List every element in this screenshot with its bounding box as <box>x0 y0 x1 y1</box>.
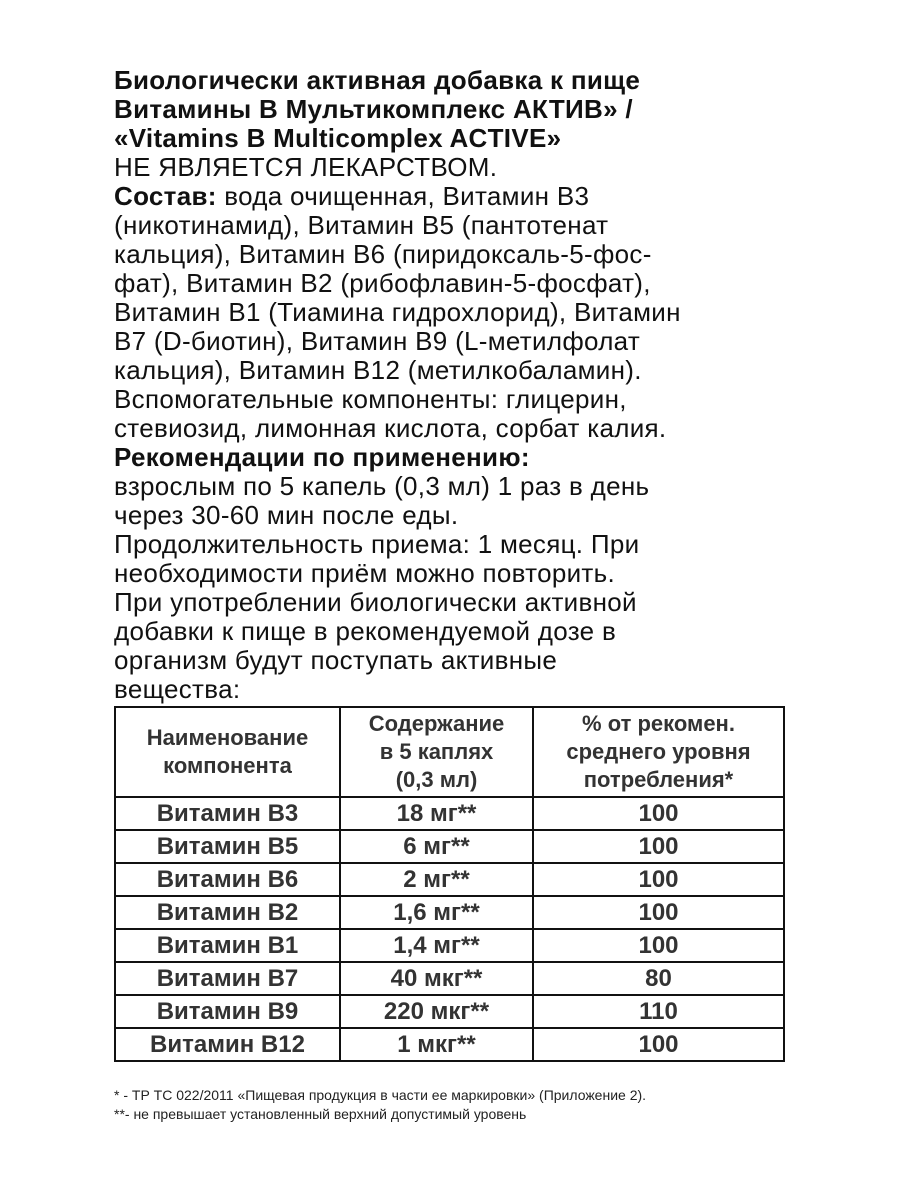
bold-text: Биологически активная добавка к пище <box>114 65 641 95</box>
regular-text: В7 (D-биотин), Витамин В9 (L-метилфолат <box>114 326 641 356</box>
table-body <box>115 797 784 1061</box>
text-line <box>114 646 804 675</box>
regular-text: взрослым по 5 капель (0,3 мл) 1 раз в день <box>114 471 650 501</box>
product-description <box>114 66 804 704</box>
regular-text: (никотинамид), Витамин В5 (пантотенат <box>114 210 609 240</box>
text-line <box>114 385 804 414</box>
text-line <box>114 298 804 327</box>
cell-component-name: Витамин В2 <box>115 896 340 929</box>
cell-content-amount: 2 мг** <box>340 863 533 896</box>
text-line <box>114 617 804 646</box>
cell-percent-intake: 80 <box>533 962 784 995</box>
cell-percent-intake: 100 <box>533 896 784 929</box>
text-line <box>114 182 804 211</box>
regular-text: фат), Витамин В2 (рибофлавин-5-фосфат), <box>114 268 651 298</box>
cell-component-name: Витамин В12 <box>115 1028 340 1061</box>
bold-text: Рекомендации по применению: <box>114 442 530 472</box>
cell-content-amount: 18 мг** <box>340 797 533 830</box>
regular-text: через 30-60 мин после еды. <box>114 500 459 530</box>
nutrient-table <box>114 706 785 1062</box>
regular-text: стевиозид, лимонная кислота, сорбат калия. <box>114 413 667 443</box>
table-row <box>115 797 784 830</box>
text-line <box>114 588 804 617</box>
regular-text: вещества: <box>114 674 241 704</box>
text-line <box>114 240 804 269</box>
footnotes <box>114 1086 814 1124</box>
table-row <box>115 863 784 896</box>
text-line <box>114 472 804 501</box>
table-row <box>115 962 784 995</box>
text-line <box>114 559 804 588</box>
cell-component-name: Витамин В7 <box>115 962 340 995</box>
table-row <box>115 896 784 929</box>
cell-percent-intake: 100 <box>533 929 784 962</box>
header-content-amount: Содержание в 5 каплях (0,3 мл) <box>340 707 533 797</box>
cell-content-amount: 220 мкг** <box>340 995 533 1028</box>
text-line <box>114 153 804 182</box>
text-line <box>114 66 804 95</box>
regular-text: Продолжительность приема: 1 месяц. При <box>114 529 640 559</box>
regular-text: вода очищенная, Витамин В3 <box>216 181 590 211</box>
text-line <box>114 327 804 356</box>
regular-text: При употреблении биологически активной <box>114 587 637 617</box>
footnote-single-asterisk: * - ТР ТС 022/2011 «Пищевая продукция в части ее маркировки» (Приложение 2). <box>114 1087 647 1103</box>
cell-percent-intake: 100 <box>533 797 784 830</box>
cell-content-amount: 1 мкг** <box>340 1028 533 1061</box>
table-row <box>115 995 784 1028</box>
header-component-name: Наименование компонента <box>115 707 340 797</box>
bold-text: Состав: <box>114 181 217 211</box>
cell-content-amount: 6 мг** <box>340 830 533 863</box>
text-line <box>114 414 804 443</box>
regular-text: кальция), Витамин В12 (метилкобаламин). <box>114 355 642 385</box>
cell-percent-intake: 100 <box>533 863 784 896</box>
regular-text: организм будут поступать активные <box>114 645 558 675</box>
text-line <box>114 501 804 530</box>
cell-content-amount: 40 мкг** <box>340 962 533 995</box>
text-line <box>114 443 804 472</box>
text-line <box>114 95 804 124</box>
cell-percent-intake: 100 <box>533 1028 784 1061</box>
regular-text: НЕ ЯВЛЯЕТСЯ ЛЕКАРСТВОМ. <box>114 152 498 182</box>
regular-text: добавки к пище в рекомендуемой дозе в <box>114 616 617 646</box>
regular-text: кальция), Витамин В6 (пиридоксаль-5-фос- <box>114 239 652 269</box>
cell-percent-intake: 110 <box>533 995 784 1028</box>
cell-percent-intake: 100 <box>533 830 784 863</box>
bold-text: Витамины В Мультикомплекс АКТИВ» / <box>114 94 633 124</box>
cell-content-amount: 1,6 мг** <box>340 896 533 929</box>
text-line <box>114 675 804 704</box>
text-line <box>114 269 804 298</box>
cell-component-name: Витамин В5 <box>115 830 340 863</box>
text-line <box>114 530 804 559</box>
cell-component-name: Витамин В9 <box>115 995 340 1028</box>
regular-text: Вспомогательные компоненты: глицерин, <box>114 384 627 414</box>
text-line <box>114 124 804 153</box>
regular-text: Витамин В1 (Тиамина гидрохлорид), Витамин <box>114 297 681 327</box>
cell-component-name: Витамин В6 <box>115 863 340 896</box>
text-line <box>114 211 804 240</box>
text-line <box>114 356 804 385</box>
table-row <box>115 929 784 962</box>
table-header-row <box>115 707 784 797</box>
bold-text: «Vitamins B Multicomplex ACTIVE» <box>114 123 562 153</box>
header-percent-intake: % от рекомен. среднего уровня потребления* <box>533 707 784 797</box>
cell-content-amount: 1,4 мг** <box>340 929 533 962</box>
regular-text: необходимости приём можно повторить. <box>114 558 616 588</box>
cell-component-name: Витамин В3 <box>115 797 340 830</box>
table-row <box>115 1028 784 1061</box>
cell-component-name: Витамин В1 <box>115 929 340 962</box>
footnote-double-asterisk: **- не превышает установленный верхний допустимый уровень <box>114 1106 527 1122</box>
table-row <box>115 830 784 863</box>
